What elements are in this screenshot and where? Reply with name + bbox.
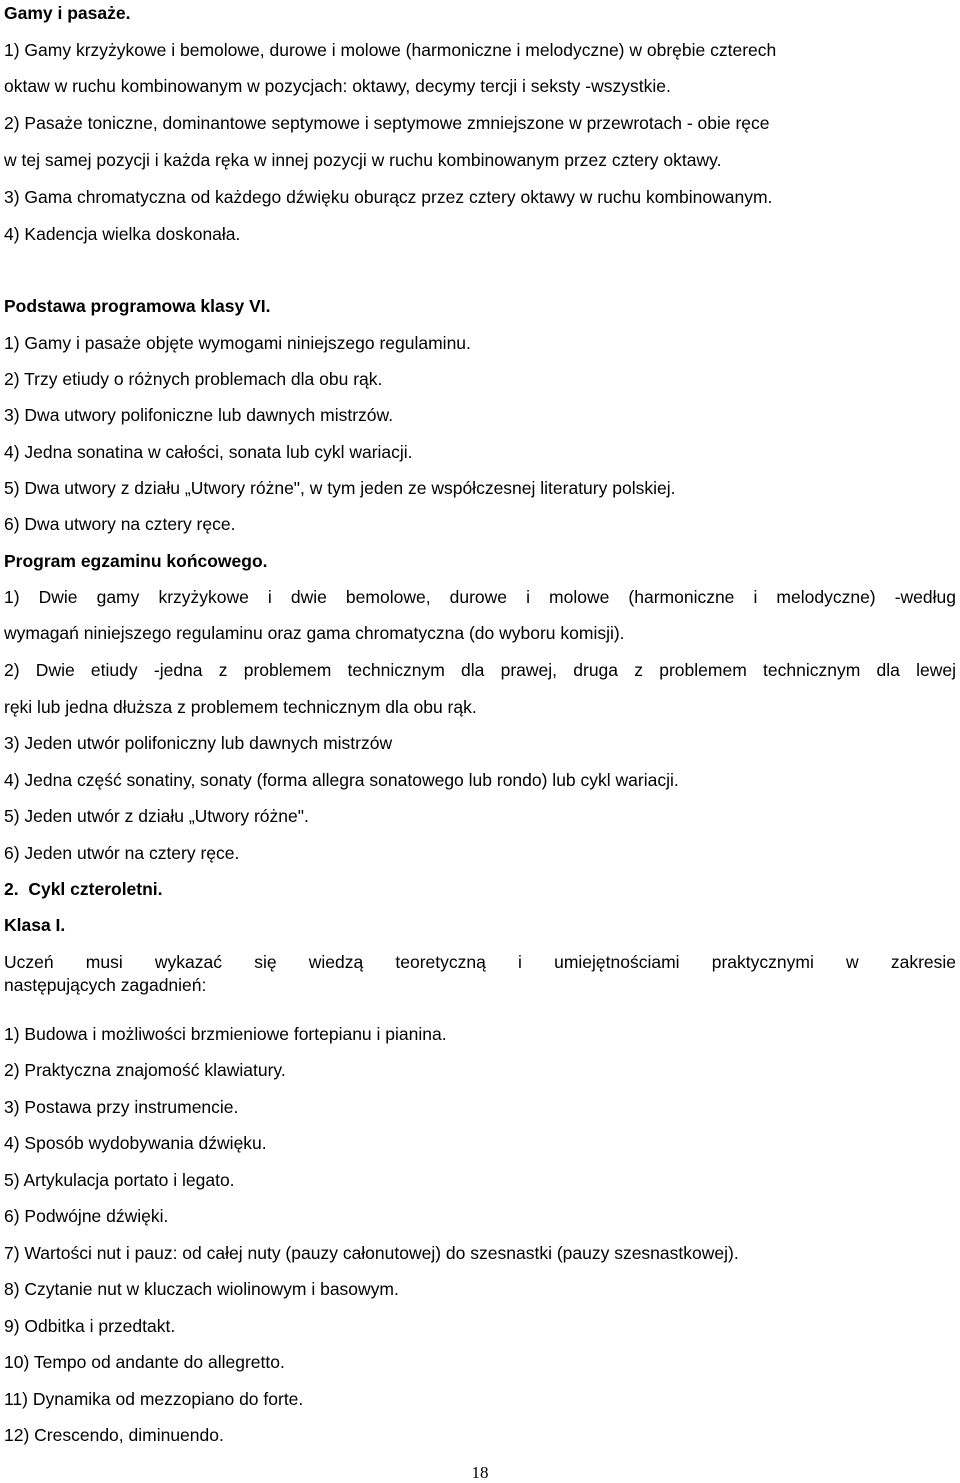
list-item: 11) Dynamika od mezzopiano do forte. [4, 1389, 304, 1409]
list-item: 6) Podwójne dźwięki. [4, 1206, 169, 1226]
list-item: 9) Odbitka i przedtakt. [4, 1316, 176, 1336]
list-item: 5) Jeden utwór z działu „Utwory różne". [4, 806, 309, 826]
list-item: 12) Crescendo, diminuendo. [4, 1425, 224, 1445]
section-title-program: Program egzaminu końcowego. [4, 551, 268, 571]
list-item: ręki lub jedna dłuższa z problemem technicznym dla obu rąk. [4, 697, 477, 717]
section-title-podstawa: Podstawa programowa klasy VI. [4, 296, 271, 316]
list-item: 4) Jedna część sonatiny, sonaty (forma allegra sonatowego lub rondo) lub cykl wariacji. [4, 770, 679, 790]
list-item: 10) Tempo od andante do allegretto. [4, 1352, 285, 1372]
list-item: w tej samej pozycji i każda ręka w innej pozycji w ruchu kombinowanym przez cztery oktawy. [4, 150, 722, 170]
intro-paragraph-line: następujących zagadnień: [4, 975, 207, 995]
list-item: 3) Dwa utwory polifoniczne lub dawnych mistrzów. [4, 405, 394, 425]
list-item: 1) Budowa i możliwości brzmieniowe fortepianu i pianina. [4, 1024, 447, 1044]
list-item: 8) Czytanie nut w kluczach wiolinowym i basowym. [4, 1279, 399, 1299]
intro-paragraph-line: Uczeń musi wykazać się wiedzą teoretyczną i umiejętnościami praktycznymi w zakresie [4, 952, 956, 972]
list-item: 6) Dwa utwory na cztery ręce. [4, 514, 236, 534]
list-item: 3) Gama chromatyczna od każdego dźwięku oburącz przez cztery oktawy w ruchu kombinowanym. [4, 187, 773, 207]
list-item: 1) Dwie gamy krzyżykowe i dwie bemolowe, durowe i molowe (harmoniczne i melodyczne) -według [4, 587, 956, 607]
list-item: 4) Kadencja wielka doskonała. [4, 224, 241, 244]
list-item: 2) Pasaże toniczne, dominantowe septymowe i septymowe zmniejszone w przewrotach - obie ręce [4, 113, 770, 133]
list-item: 4) Jedna sonatina w całości, sonata lub cykl wariacji. [4, 442, 413, 462]
list-item: 3) Postawa przy instrumencie. [4, 1097, 239, 1117]
list-item: 3) Jeden utwór polifoniczny lub dawnych mistrzów [4, 733, 393, 753]
list-item: 5) Artykulacja portato i legato. [4, 1170, 235, 1190]
subsection-title-klasa: Klasa I. [4, 915, 66, 935]
list-item: 2) Trzy etiudy o różnych problemach dla obu rąk. [4, 369, 383, 389]
list-item: 7) Wartości nut i pauz: od całej nuty (pauzy całonutowej) do szesnastki (pauzy szesnastkowej). [4, 1243, 739, 1263]
list-item: 2) Dwie etiudy -jedna z problemem technicznym dla prawej, druga z problemem technicznym dla lewej [4, 660, 956, 680]
section-title-cykl: 2. Cykl czteroletni. [4, 879, 163, 899]
list-item: 2) Praktyczna znajomość klawiatury. [4, 1060, 286, 1080]
list-item: 5) Dwa utwory z działu „Utwory różne", w tym jeden ze współczesnej literatury polskiej. [4, 478, 676, 498]
list-item: 4) Sposób wydobywania dźwięku. [4, 1133, 267, 1153]
list-item: 1) Gamy i pasaże objęte wymogami niniejszego regulaminu. [4, 333, 471, 353]
list-item: 6) Jeden utwór na cztery ręce. [4, 843, 240, 863]
page-number: 18 [471, 1463, 489, 1482]
list-item: 1) Gamy krzyżykowe i bemolowe, durowe i molowe (harmoniczne i melodyczne) w obrębie czterech [4, 40, 777, 60]
list-item: wymagań niniejszego regulaminu oraz gama chromatyczna (do wyboru komisji). [4, 623, 625, 643]
section-title-gamy: Gamy i pasaże. [4, 3, 131, 23]
list-item: oktaw w ruchu kombinowanym w pozycjach: oktawy, decymy tercji i seksty -wszystkie. [4, 76, 671, 96]
